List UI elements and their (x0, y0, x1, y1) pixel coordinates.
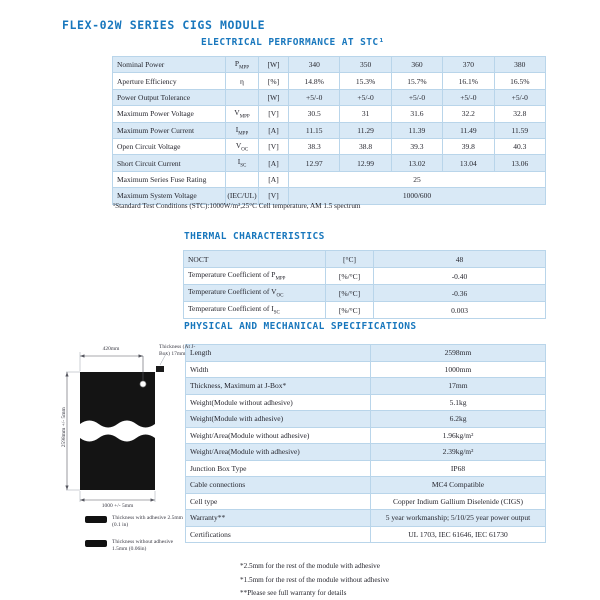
spec-unit: [W] (259, 89, 289, 105)
spec-unit: [V] (259, 138, 289, 154)
thermal-value: -0.36 (374, 285, 546, 302)
spec-symbol: $I_{SC}$ (226, 155, 259, 171)
footnote-adhesive: *2.5mm for the rest of the module with adhesive (240, 562, 380, 570)
physical-row (186, 477, 546, 494)
physical-value: 1000mm (371, 361, 546, 378)
spec-value: 32.8 (494, 106, 545, 122)
physical-label: Length (186, 345, 371, 362)
physical-label: Warranty** (186, 510, 371, 527)
physical-label: Weight/Area(Module with adhesive) (186, 444, 371, 461)
physical-value: 2598mm (371, 345, 546, 362)
spec-value: 11.39 (391, 122, 442, 138)
spec-label: Short Circuit Current (113, 155, 226, 171)
spec-value: 11.49 (443, 122, 494, 138)
electrical-row (113, 155, 546, 171)
physical-value: IP68 (371, 460, 546, 477)
spec-value: 31.6 (391, 106, 442, 122)
spec-value: 11.59 (494, 122, 545, 138)
spec-value: 15.7% (391, 73, 442, 89)
spec-value: 13.06 (494, 155, 545, 171)
spec-value: 30.5 (289, 106, 340, 122)
physical-value: 5 year workmanship; 5/10/25 year power output (371, 510, 546, 527)
spec-value: 31 (340, 106, 391, 122)
physical-row (186, 361, 546, 378)
spec-value: 13.02 (391, 155, 442, 171)
dim-jbox-thickness-label: Thickness (At J-Box) 17mm (159, 344, 196, 357)
spec-label: Power Output Tolerance (113, 89, 226, 105)
thermal-table (183, 250, 546, 319)
footnote-no-adhesive: *1.5mm for the rest of the module without adhesive (240, 575, 390, 584)
spec-unit: [A] (259, 155, 289, 171)
no-adhesive-sample-bar (85, 540, 107, 547)
thickness-without-adhesive-note: Thickness without adhesive 1.5mm (0.06in) (112, 539, 174, 552)
electrical-row (113, 106, 546, 122)
thermal-unit: [°C] (326, 251, 374, 268)
electrical-row (113, 57, 546, 73)
spec-value: 11.15 (289, 122, 340, 138)
spec-symbol: η (226, 73, 259, 89)
spec-value: 380 (494, 57, 545, 73)
thermal-unit: [%/°C] (326, 268, 374, 285)
electrical-row (113, 171, 546, 187)
thermal-label: Temperature Coefficient of $P_{MPP}$ (184, 268, 326, 285)
spec-unit: [%] (259, 73, 289, 89)
electrical-row (113, 73, 546, 89)
spec-value: 38.3 (289, 138, 340, 154)
spec-value: 14.8% (289, 73, 340, 89)
electrical-row (113, 138, 546, 154)
thermal-unit: [%/°C] (326, 285, 374, 302)
thickness-with-adhesive-note: Thickness with adhesive 2.5mm (0.1 in) (112, 515, 183, 528)
spec-unit: [V] (259, 106, 289, 122)
physical-value: 6.2kg (371, 411, 546, 428)
dim-top-width-label: 420mm (102, 346, 120, 352)
physical-value: Copper Indium Gallium Diselenide (CIGS) (371, 493, 546, 510)
spec-value: 40.3 (494, 138, 545, 154)
adhesive-sample-bar (85, 516, 107, 523)
physical-row (186, 345, 546, 362)
physical-row (186, 444, 546, 461)
page-title: FLEX-02W SERIES CIGS MODULE (62, 18, 266, 32)
thermal-row (184, 302, 546, 319)
physical-value: 2.39kg/m² (371, 444, 546, 461)
physical-label: Weight/Area(Module without adhesive) (186, 427, 371, 444)
thermal-value: 0.003 (374, 302, 546, 319)
spec-symbol: $V_{OC}$ (226, 138, 259, 154)
spec-value: 12.97 (289, 155, 340, 171)
module-panel-lower (80, 435, 155, 491)
spec-label: Maximum Series Fuse Rating (113, 171, 226, 187)
footnotes (240, 560, 389, 600)
spec-symbol: $V_{MPP}$ (226, 106, 259, 122)
physical-label: Weight(Module with adhesive) (186, 411, 371, 428)
physical-label: Cable connections (186, 477, 371, 494)
spec-value: 39.8 (443, 138, 494, 154)
spec-unit: [A] (259, 171, 289, 187)
spec-value: 16.1% (443, 73, 494, 89)
physical-label: Junction Box Type (186, 460, 371, 477)
electrical-table (112, 56, 546, 205)
thermal-label: Temperature Coefficient of $V_{OC}$ (184, 285, 326, 302)
spec-value: 13.04 (443, 155, 494, 171)
thermal-row (184, 285, 546, 302)
footnote-warranty: **Please see full warranty for details (240, 589, 347, 597)
physical-label: Thickness, Maximum at J-Box* (186, 378, 371, 395)
electrical-row (113, 89, 546, 105)
thermal-row (184, 251, 546, 268)
mounting-hole (140, 381, 146, 387)
spec-value: +5/-0 (289, 89, 340, 105)
spec-label: Open Circuit Voltage (113, 138, 226, 154)
stc-footnote: ¹Standard Test Conditions (STC):1000W/m²,25°C Cell temperature, AM 1.5 spectrum (113, 202, 361, 210)
spec-symbol: $I_{MPP}$ (226, 122, 259, 138)
spec-value: +5/-0 (391, 89, 442, 105)
section-heading-electrical: ELECTRICAL PERFORMANCE AT STC¹ (201, 37, 385, 48)
spec-value: 350 (340, 57, 391, 73)
thermal-unit: [%/°C] (326, 302, 374, 319)
section-heading-thermal: THERMAL CHARACTERISTICS (184, 231, 325, 242)
physical-table (185, 344, 546, 543)
spec-label: Aperture Efficiency (113, 73, 226, 89)
spec-value: 15.3% (340, 73, 391, 89)
thermal-label: NOCT (184, 251, 326, 268)
section-heading-physical: PHYSICAL AND MECHANICAL SPECIFICATIONS (184, 321, 417, 332)
spec-value: 11.29 (340, 122, 391, 138)
physical-value: 1.96kg/m² (371, 427, 546, 444)
spec-value: +5/-0 (340, 89, 391, 105)
thermal-label: Temperature Coefficient of $I_{SC}$ (184, 302, 326, 319)
spec-value: 16.5% (494, 73, 545, 89)
spec-symbol: $P_{MPP}$ (226, 57, 259, 73)
physical-label: Weight(Module without adhesive) (186, 394, 371, 411)
dim-bottom-width-label: 1000 +/- 5mm (101, 503, 134, 509)
spec-value: 39.3 (391, 138, 442, 154)
spec-unit: [V] (259, 188, 289, 204)
thermal-value: -0.40 (374, 268, 546, 285)
spec-unit: [W] (259, 57, 289, 73)
physical-label: Certifications (186, 526, 371, 543)
physical-value: UL 1703, IEC 61646, IEC 61730 (371, 526, 546, 543)
physical-value: 17mm (371, 378, 546, 395)
spec-value: 12.99 (340, 155, 391, 171)
spec-value: +5/-0 (494, 89, 545, 105)
physical-value: MC4 Compatible (371, 477, 546, 494)
physical-row (186, 526, 546, 543)
spec-symbol: (IEC/UL) (226, 188, 259, 204)
spec-value: +5/-0 (443, 89, 494, 105)
spec-label: Maximum Power Voltage (113, 106, 226, 122)
spec-value: 32.2 (443, 106, 494, 122)
spec-value: 38.8 (340, 138, 391, 154)
thermal-value: 48 (374, 251, 546, 268)
physical-row (186, 411, 546, 428)
electrical-row (113, 122, 546, 138)
spec-label: Maximum System Voltage (113, 188, 226, 204)
spec-value: 1000/600 (289, 188, 546, 204)
spec-label: Maximum Power Current (113, 122, 226, 138)
spec-value: 25 (289, 171, 546, 187)
spec-label: Nominal Power (113, 57, 226, 73)
physical-row (186, 510, 546, 527)
physical-value: 5.1kg (371, 394, 546, 411)
module-diagram (55, 340, 205, 580)
physical-label: Cell type (186, 493, 371, 510)
physical-row (186, 378, 546, 395)
junction-box-mark (156, 366, 164, 372)
physical-row (186, 493, 546, 510)
spec-symbol (226, 89, 259, 105)
spec-symbol (226, 171, 259, 187)
physical-row (186, 394, 546, 411)
spec-value: 340 (289, 57, 340, 73)
physical-label: Width (186, 361, 371, 378)
spec-value: 360 (391, 57, 442, 73)
thermal-row (184, 268, 546, 285)
physical-row (186, 427, 546, 444)
physical-row (186, 460, 546, 477)
dim-left-height-label: 2598mm +/- 5mm (60, 407, 67, 448)
spec-unit: [A] (259, 122, 289, 138)
module-panel-upper (80, 372, 155, 428)
spec-value: 370 (443, 57, 494, 73)
